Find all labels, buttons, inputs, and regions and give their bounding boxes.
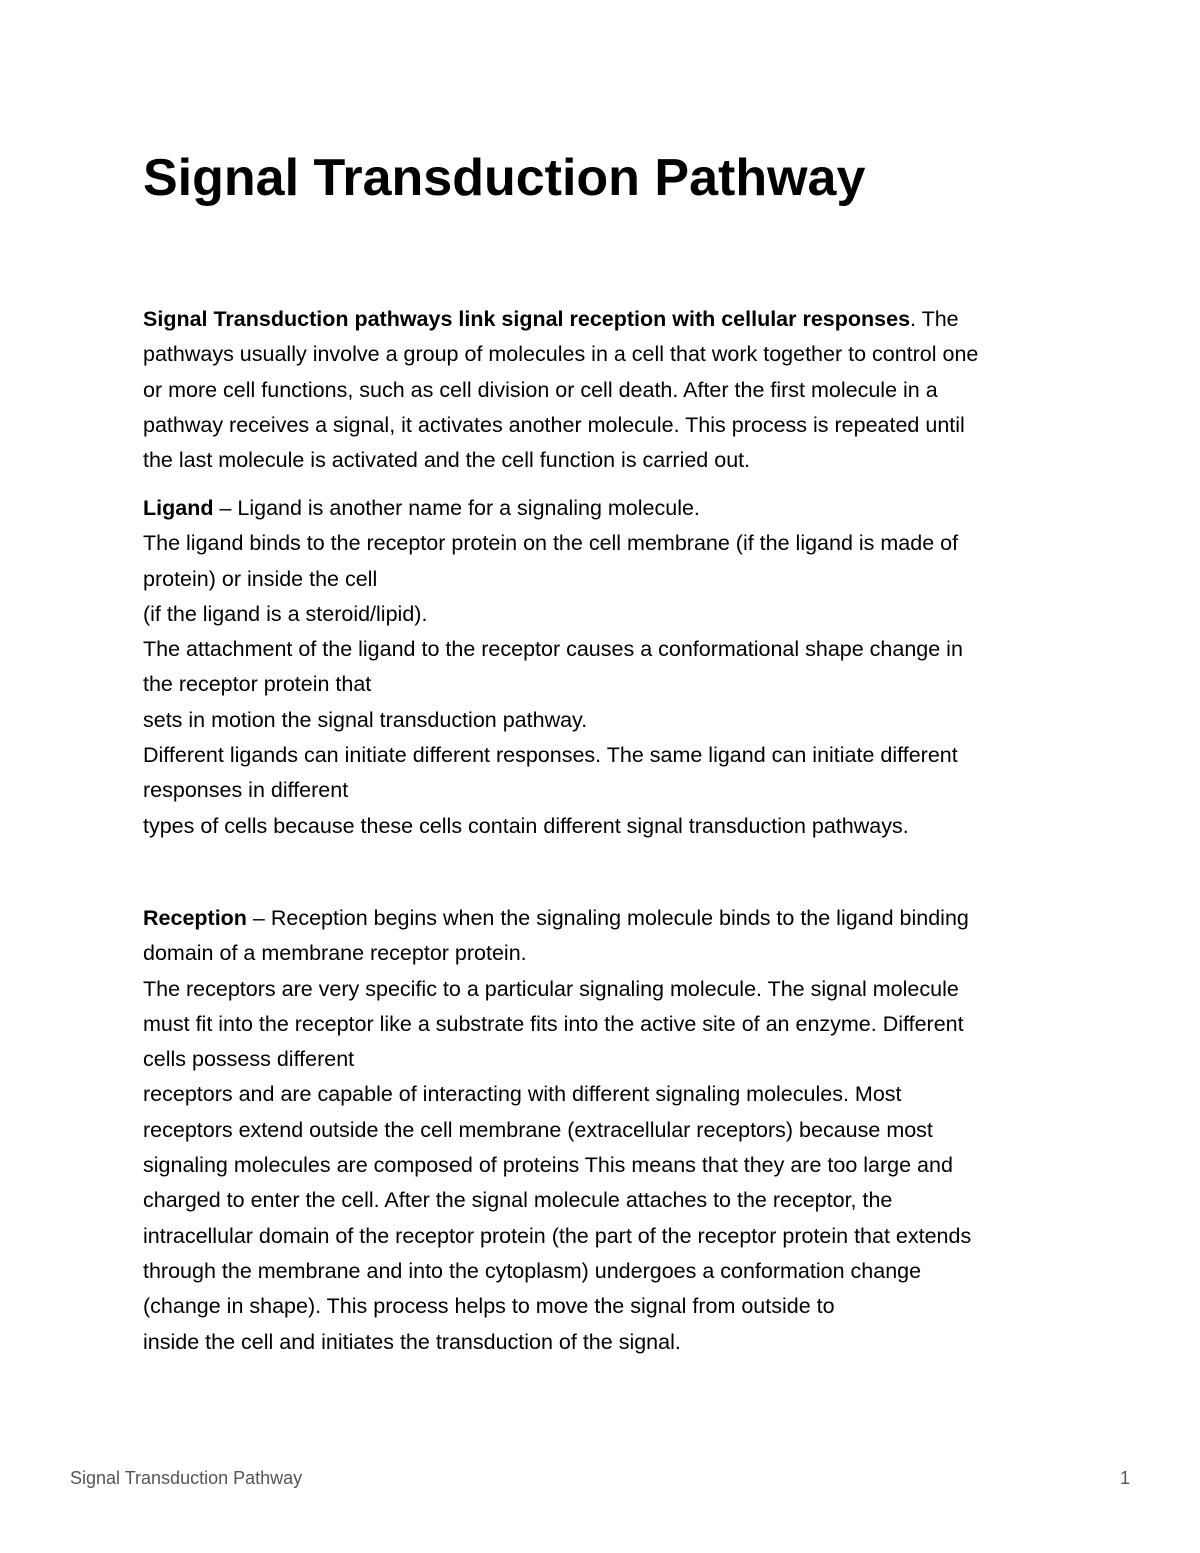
- reception-term: Reception: [143, 906, 247, 930]
- paragraph-line: charged to enter the cell. After the signal molecule attaches to the receptor, the: [143, 1188, 893, 1213]
- paragraph-line: the last molecule is activated and the cell function is carried out.: [143, 448, 751, 473]
- line-text: . The: [910, 307, 959, 331]
- paragraph-line: (change in shape). This process helps to move the signal from outside to: [143, 1294, 835, 1319]
- intro-paragraph: [143, 302, 1068, 478]
- paragraph-line: the receptor protein that: [143, 672, 372, 697]
- paragraph-line: pathway receives a signal, it activates another molecule. This process is repeated until: [143, 412, 965, 437]
- paragraph-line: [143, 901, 1068, 936]
- paragraph-line: protein) or inside the cell: [143, 566, 378, 591]
- paragraph-line: intracellular domain of the receptor protein (the part of the receptor protein that extends: [143, 1223, 972, 1248]
- paragraph-line: inside the cell and initiates the transduction of the signal.: [143, 1329, 681, 1354]
- line-text: – Ligand is another name for a signaling molecule.: [213, 496, 700, 520]
- footer-title: Signal Transduction Pathway: [70, 1468, 303, 1488]
- paragraph-line: or more cell functions, such as cell division or cell death. After the first molecule in a: [143, 377, 938, 402]
- paragraph-line: [143, 491, 1068, 526]
- page-number: 1: [1119, 1468, 1130, 1488]
- paragraph-line: receptors extend outside the cell membrane (extracellular receptors) because most: [143, 1117, 933, 1142]
- paragraph-line: pathways usually involve a group of molecules in a cell that work together to control one: [143, 342, 979, 367]
- paragraph-line: [143, 302, 1068, 337]
- paragraph-line: (if the ligand is a steroid/lipid).: [143, 601, 428, 626]
- paragraph-line: signaling molecules are composed of proteins This means that they are too large and: [143, 1153, 953, 1178]
- paragraph-line: receptors and are capable of interacting with different signaling molecules. Most: [143, 1082, 902, 1107]
- paragraph-line: The receptors are very specific to a particular signaling molecule. The signal molecule: [143, 976, 959, 1001]
- ligand-paragraph: [143, 491, 1068, 844]
- ligand-term: Ligand: [143, 496, 214, 520]
- line-text: – Reception begins when the signaling molecule binds to the ligand binding: [246, 906, 969, 930]
- paragraph-line: must fit into the receptor like a substrate fits into the active site of an enzyme. Different: [143, 1011, 964, 1036]
- intro-term: Signal Transduction pathways link signal reception with cellular responses: [143, 307, 911, 331]
- paragraph-line: through the membrane and into the cytoplasm) undergoes a conformation change: [143, 1258, 922, 1283]
- paragraph-line: The attachment of the ligand to the receptor causes a conformational shape change in: [143, 637, 963, 662]
- paragraph-line: types of cells because these cells contain different signal transduction pathways.: [143, 813, 909, 838]
- document-title: Signal Transduction Pathway: [143, 149, 866, 207]
- paragraph-line: domain of a membrane receptor protein.: [143, 941, 527, 966]
- paragraph-line: responses in different: [143, 778, 349, 803]
- paragraph-line: Different ligands can initiate different responses. The same ligand can initiate different: [143, 743, 958, 768]
- paragraph-line: cells possess different: [143, 1047, 355, 1072]
- paragraph-line: sets in motion the signal transduction pathway.: [143, 707, 588, 732]
- paragraph-line: The ligand binds to the receptor protein on the cell membrane (if the ligand is made of: [143, 531, 959, 556]
- reception-paragraph: [143, 901, 1068, 1360]
